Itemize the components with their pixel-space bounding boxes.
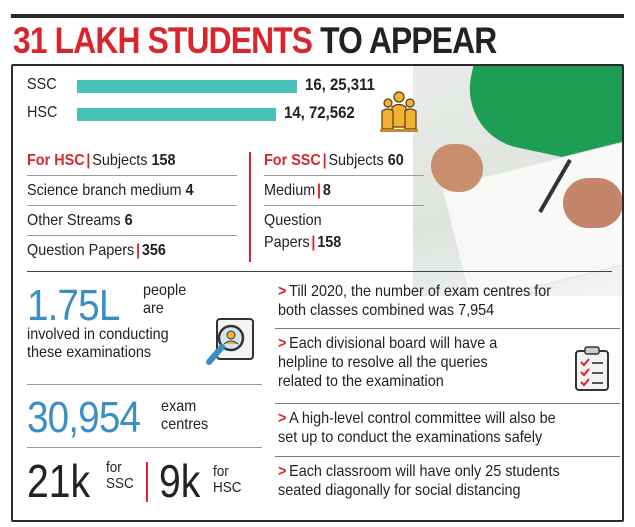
hsc-subjects: For HSC | Subjects 158 <box>27 152 176 169</box>
divider <box>264 175 424 176</box>
hsc-science-medium: Science branch medium 4 <box>27 182 194 199</box>
bar-hsc <box>77 108 276 121</box>
ssc-centres-label: for SSC <box>106 459 134 492</box>
bar-label-hsc: HSC <box>27 104 58 121</box>
bar-value-ssc: 16, 25,311 <box>305 75 375 94</box>
divider <box>27 235 237 236</box>
people-label: people are <box>143 282 187 318</box>
headline-part2: TO APPEAR <box>320 20 497 61</box>
bar-ssc <box>77 80 297 93</box>
photo-student-writing <box>413 66 624 296</box>
ssc-question-papers: Papers | 158 <box>264 234 342 251</box>
bar-label-ssc: SSC <box>27 76 57 93</box>
fact-item: > A high-level control committee will also be set up to conduct the examinations safely <box>278 410 556 447</box>
headline <box>13 20 496 63</box>
ssc-subjects: For SSC | Subjects 60 <box>264 152 404 169</box>
divider <box>264 205 424 206</box>
hsc-other-streams: Other Streams 6 <box>27 212 133 229</box>
headline-part1: 31 LAKH STUDENTS <box>13 20 313 61</box>
infographic-card <box>11 64 624 522</box>
people-count: 1.75L <box>27 281 120 330</box>
bar-value-hsc: 14, 72,562 <box>284 103 356 122</box>
centres-label: exam centres <box>161 398 209 434</box>
fact-item: > Each classroom will have only 25 students seated diagonally for social distancing <box>278 463 560 500</box>
people-description: involved in conducting these examinations <box>27 326 169 362</box>
column-divider <box>249 152 251 262</box>
fact-item: > Each divisional board will have a helpline to resolve all the queries related to the examination <box>278 335 498 391</box>
section-divider <box>27 271 612 272</box>
divider <box>27 384 262 385</box>
ssc-question-papers-line1: Question <box>264 212 322 229</box>
people-group-icon <box>379 89 419 135</box>
clipboard-checklist-icon <box>573 346 611 392</box>
divider <box>275 403 620 404</box>
fact-item: > Till 2020, the number of exam centres for both classes combined was 7,954 <box>278 283 552 320</box>
divider <box>27 447 262 448</box>
ssc-medium: Medium | 8 <box>264 182 331 199</box>
hsc-centres-label: for HSC <box>213 463 242 496</box>
divider <box>275 456 620 457</box>
centres-divider <box>146 462 148 502</box>
divider <box>27 205 237 206</box>
hsc-question-papers: Question Papers | 356 <box>27 242 166 259</box>
hsc-centres-count: 9k <box>159 455 201 507</box>
divider <box>27 175 237 176</box>
top-rule <box>11 14 624 18</box>
search-person-icon <box>203 316 259 372</box>
divider <box>275 328 620 329</box>
centres-count: 30,954 <box>27 393 141 442</box>
ssc-centres-count: 21k <box>27 455 91 507</box>
